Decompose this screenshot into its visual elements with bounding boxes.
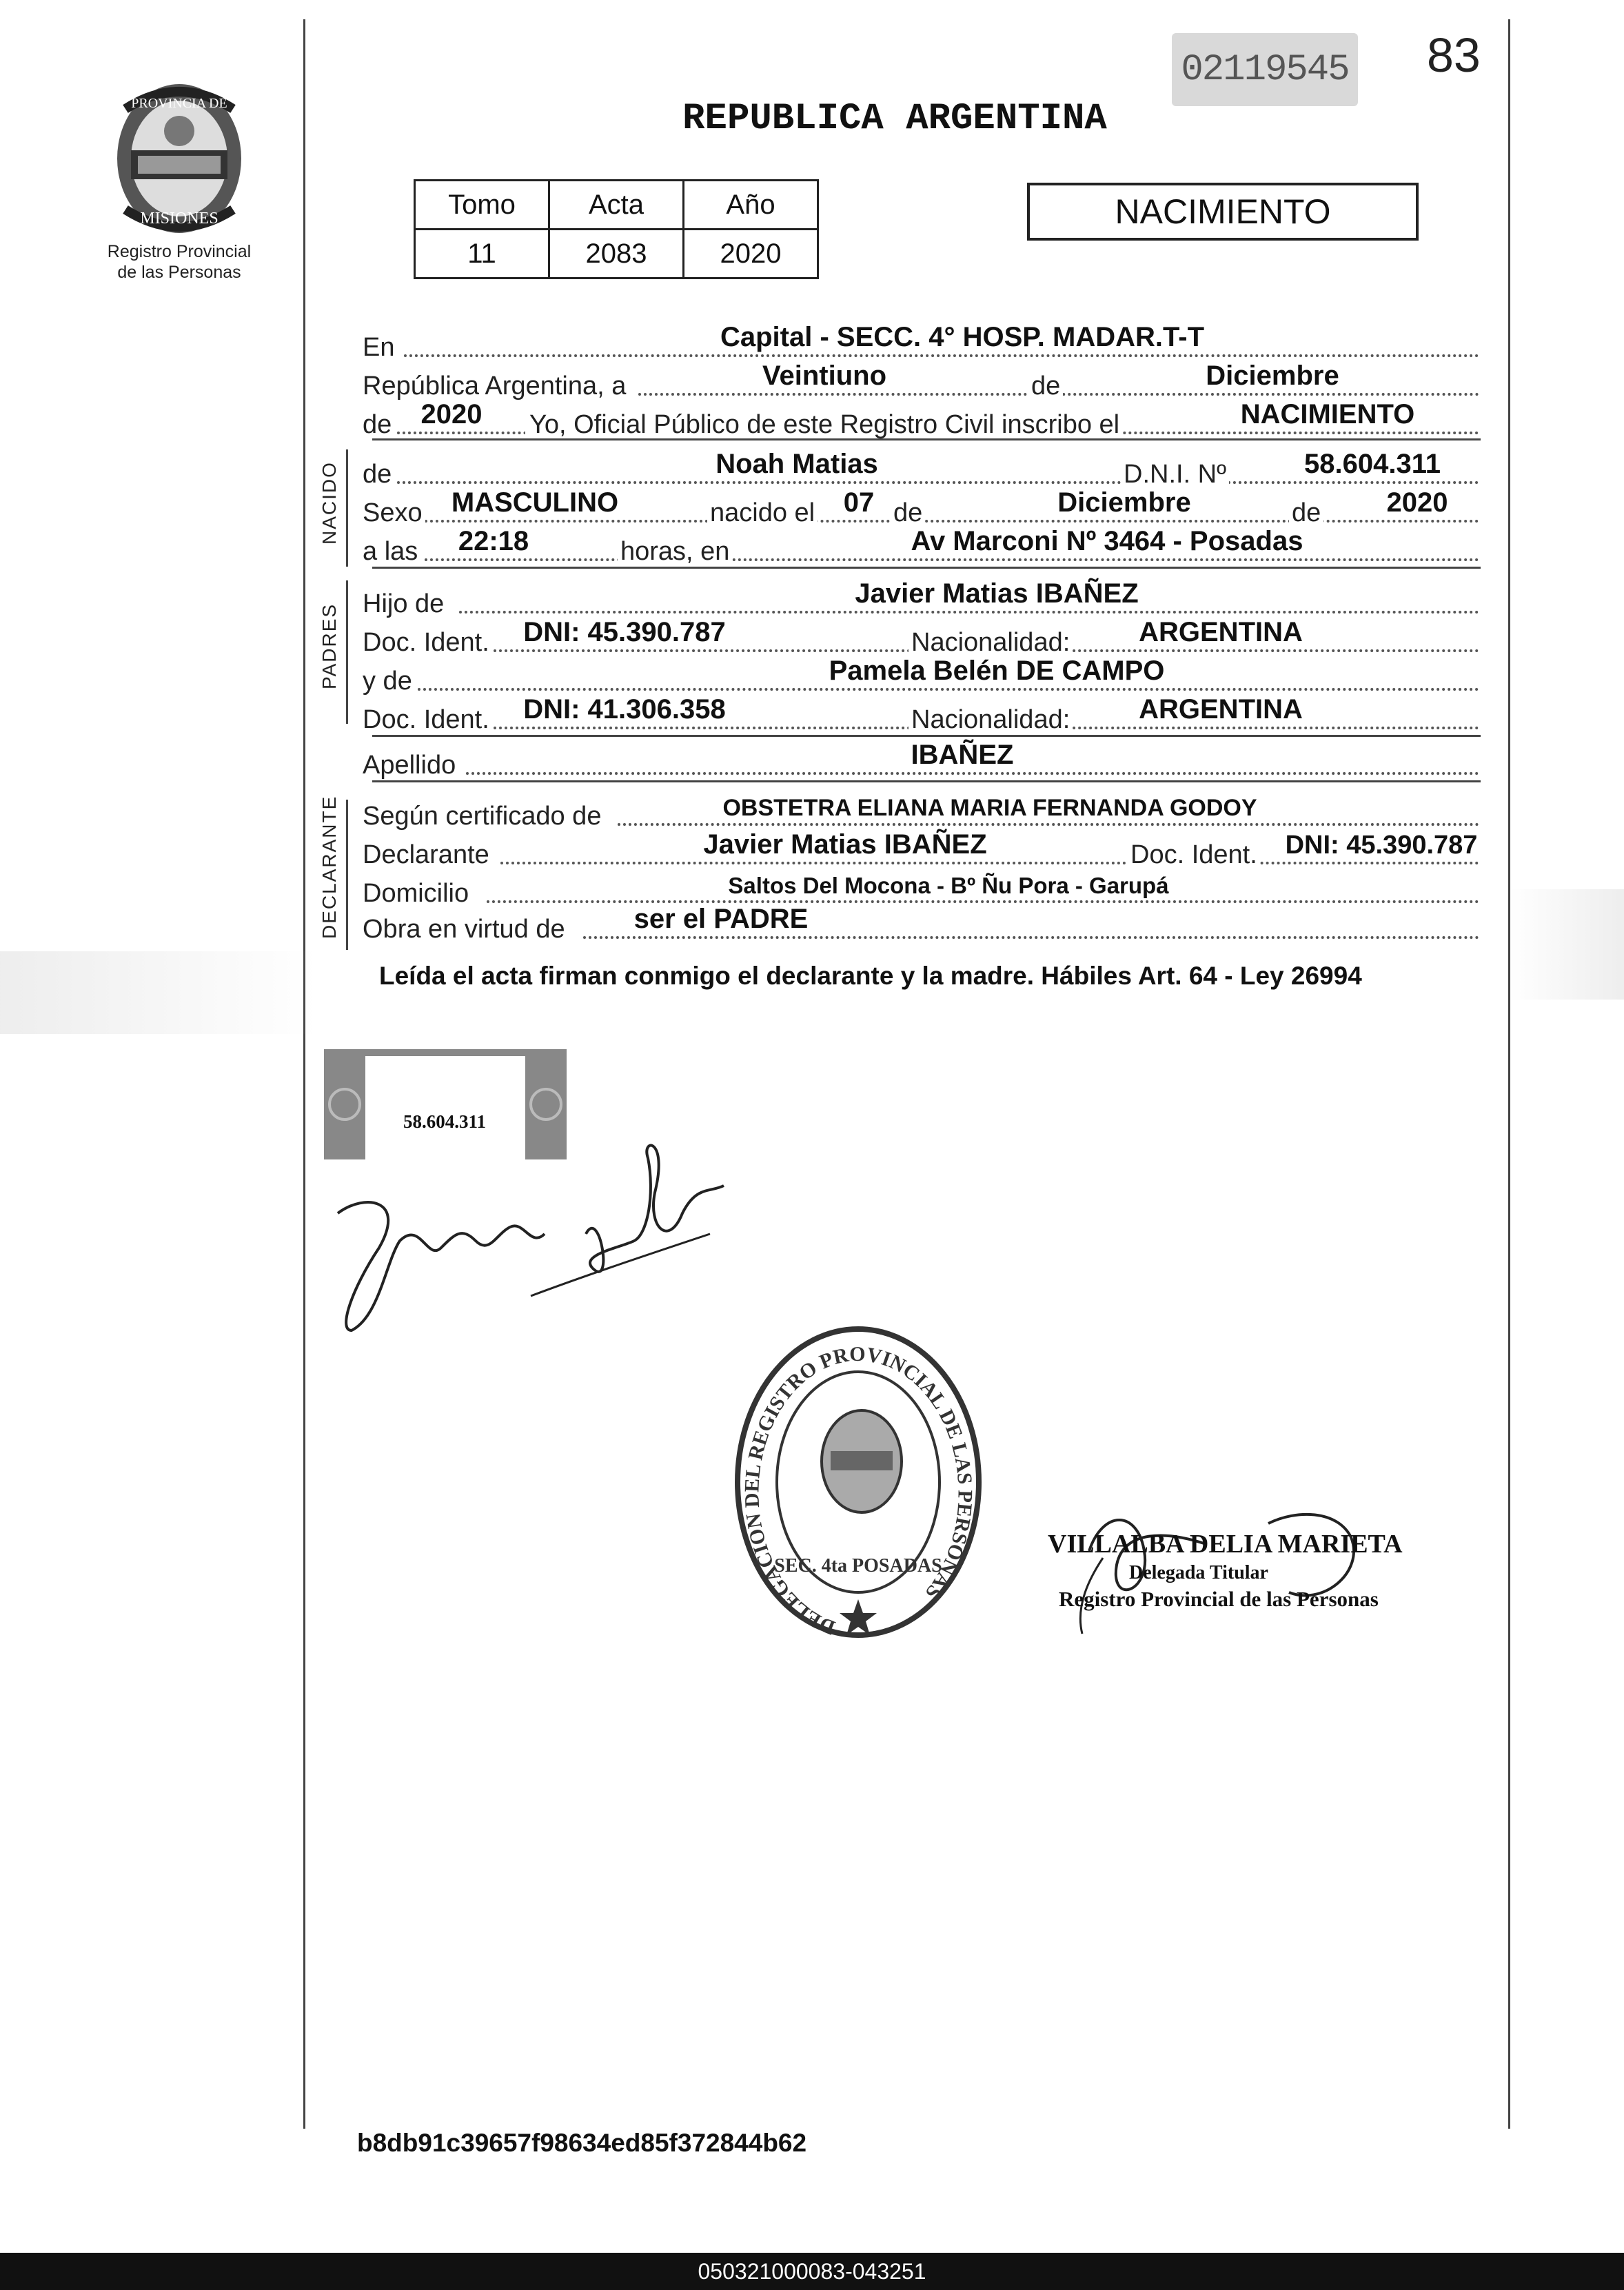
- field-label: de: [891, 498, 925, 528]
- padres-section-label: PADRES: [318, 602, 340, 689]
- field-label: horas, en: [618, 537, 732, 567]
- dotted-leader: [397, 481, 1479, 484]
- row-padre-doc: [363, 619, 1481, 658]
- svg-text:SEC. 4ta POSADAS: SEC. 4ta POSADAS: [774, 1555, 942, 1577]
- left-margin-line: [303, 19, 305, 2129]
- right-margin-line: [1508, 19, 1510, 2129]
- acta-value: 2083: [549, 230, 684, 278]
- en-value: Capital - SECC. 4° HOSP. MADAR.T-T: [720, 322, 1204, 352]
- tomo-header: Tomo: [415, 181, 549, 230]
- field-label: nacido el: [707, 498, 818, 528]
- registry-table: [414, 179, 819, 279]
- dotted-leader: [583, 936, 1479, 939]
- section-bar: [346, 449, 348, 567]
- row-declarante: [363, 831, 1481, 870]
- year-value: 2020: [420, 399, 483, 429]
- nacido-section-label: NACIDO: [318, 461, 340, 545]
- field-label: Hijo de: [363, 589, 447, 619]
- field-label: Nacionalidad:: [909, 705, 1073, 735]
- document-hash: b8db91c39657f98634ed85f372844b62: [357, 2129, 807, 2157]
- anio-header: Año: [684, 181, 818, 230]
- section-rule: [372, 567, 1481, 569]
- field-label: de: [1028, 372, 1063, 401]
- field-label: Doc. Ident.: [363, 628, 492, 658]
- dotted-leader: [418, 688, 1479, 691]
- official-name: VILLALBA DELIA MARIETA: [1048, 1530, 1403, 1559]
- record-type-box: NACIMIENTO: [1027, 183, 1419, 241]
- field-label: de: [363, 410, 394, 440]
- anio-value: 2020: [684, 230, 818, 278]
- logo-caption: Registro Provincial de las Personas: [107, 242, 252, 282]
- field-label: Según certificado de: [363, 802, 604, 831]
- field-label: Doc. Ident.: [1128, 840, 1260, 870]
- field-label: a las: [363, 537, 420, 567]
- sexo-value: MASCULINO: [451, 487, 619, 518]
- field-label: de: [363, 460, 394, 489]
- row-hora: [363, 528, 1481, 567]
- acta-header: Acta: [549, 181, 684, 230]
- birth-year: 2020: [1386, 487, 1448, 518]
- inscribo-value: NACIMIENTO: [1240, 399, 1415, 429]
- declarante-section-label: DECLARANTE: [318, 795, 340, 939]
- field-label: Apellido: [363, 751, 458, 780]
- child-name: Noah Matias: [715, 449, 878, 479]
- field-label: Nacionalidad:: [909, 628, 1073, 658]
- field-label: Domicilio: [363, 879, 471, 909]
- apellido-value: IBAÑEZ: [911, 740, 1014, 770]
- scan-smudge: [0, 951, 317, 1034]
- serial-stamp: 02119545: [1172, 33, 1358, 106]
- footer-code: 050321000083-043251: [698, 2258, 926, 2284]
- row-domicilio: [363, 870, 1481, 909]
- obra-value: ser el PADRE: [633, 904, 809, 934]
- dotted-leader: [404, 354, 1479, 357]
- day-value: Veintiuno: [762, 361, 886, 391]
- section-rule: [372, 735, 1481, 737]
- dotted-leader: [500, 862, 1479, 864]
- mother-name: Pamela Belén DE CAMPO: [829, 656, 1165, 686]
- official-organization: Registro Provincial de las Personas: [1059, 1587, 1379, 1611]
- section-bar: [346, 580, 348, 724]
- stub-dni-number: 58.604.311: [403, 1111, 486, 1132]
- row-nacido-name: [363, 451, 1481, 489]
- birth-day: 07: [843, 487, 875, 518]
- dotted-leader: [425, 558, 1479, 561]
- field-label: Declarante: [363, 840, 492, 870]
- row-madre-doc: [363, 696, 1481, 735]
- dotted-leader: [466, 772, 1479, 775]
- row-sexo: [363, 489, 1481, 528]
- declarante-name: Javier Matias IBAÑEZ: [703, 829, 987, 860]
- declarant-signature-image: [324, 1110, 738, 1344]
- section-rule: [372, 780, 1481, 782]
- birth-time: 22:18: [458, 526, 529, 556]
- row-en: [363, 324, 1481, 363]
- dotted-leader: [487, 900, 1479, 903]
- svg-text:MISIONES: MISIONES: [140, 210, 219, 227]
- dotted-leader: [618, 823, 1479, 826]
- field-label: Sexo: [363, 498, 425, 528]
- field-label: de: [1289, 498, 1323, 528]
- field-label: Yo, Oficial Público de este Registro Civil inscribo el: [525, 410, 1122, 440]
- birth-month: Diciembre: [1057, 487, 1191, 518]
- section-bar: [346, 800, 348, 950]
- field-label: República Argentina, a: [363, 372, 629, 401]
- father-name: Javier Matias IBAÑEZ: [855, 578, 1139, 609]
- field-label: y de: [363, 667, 415, 696]
- field-label: Obra en virtud de: [363, 915, 568, 944]
- section-rule: [372, 438, 1481, 440]
- svg-text:PROVINCIA DE: PROVINCIA DE: [131, 96, 227, 111]
- row-year: [363, 401, 1481, 440]
- row-apellido: [363, 742, 1481, 780]
- document-title: REPUBLICA ARGENTINA: [682, 98, 1107, 140]
- scan-smudge: [1510, 889, 1624, 1000]
- svg-text:DELEGACION DEL REGISTRO PROVIN: DELEGACION DEL REGISTRO PROVINCIAL DE LAS PERSONAS: [740, 1342, 977, 1639]
- month-value: Diciembre: [1206, 361, 1339, 391]
- field-label: En: [363, 333, 397, 363]
- row-madre: [363, 658, 1481, 696]
- child-dni: 58.604.311: [1304, 449, 1441, 479]
- page-number: 83: [1427, 28, 1481, 82]
- certificado-value: OBSTETRA ELIANA MARIA FERNANDA GODOY: [722, 795, 1257, 821]
- tomo-value: 11: [415, 230, 549, 278]
- row-obra: [363, 906, 1481, 944]
- father-nationality: ARGENTINA: [1139, 617, 1303, 647]
- footer-bar: [0, 2253, 1624, 2290]
- declarante-doc: DNI: 45.390.787: [1285, 831, 1478, 860]
- row-republica: [363, 363, 1481, 401]
- mother-nationality: ARGENTINA: [1139, 694, 1303, 725]
- mother-doc: DNI: 41.306.358: [523, 694, 726, 725]
- row-segun: [363, 793, 1481, 831]
- official-role: Delegada Titular: [1129, 1562, 1268, 1583]
- domicilio-value: Saltos Del Mocona - Bº Ñu Pora - Garupá: [728, 873, 1169, 898]
- closing-statement: Leída el acta firman conmigo el declarante y la madre. Hábiles Art. 64 - Ley 26994: [379, 962, 1362, 990]
- birth-place: Av Marconi Nº 3464 - Posadas: [911, 526, 1303, 556]
- field-label: D.N.I. Nº: [1121, 460, 1229, 489]
- field-label: Doc. Ident.: [363, 705, 492, 735]
- official-seal-image: [731, 1324, 986, 1641]
- row-padre: [363, 580, 1481, 619]
- dotted-leader: [459, 611, 1479, 614]
- father-doc: DNI: 45.390.787: [523, 617, 726, 647]
